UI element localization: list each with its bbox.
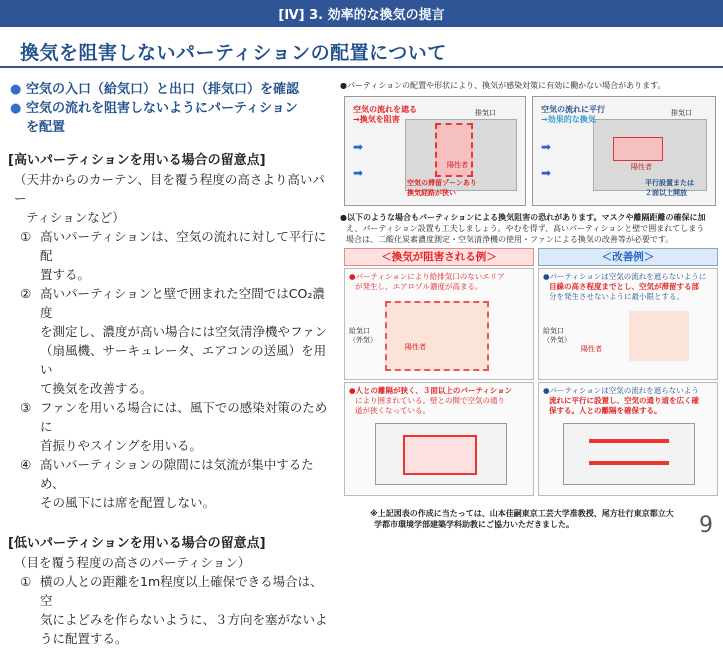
- diagram-blocking: [344, 96, 526, 206]
- note-obstruction-cont: 場合は、二酸化炭素濃度測定・空気清浄機の使用・ファンによる換気の改善等が必要です。: [346, 235, 674, 244]
- good-example-2: [538, 382, 718, 496]
- bad-example-header: ＜換気が阻害される例＞: [344, 248, 534, 266]
- section-title: [Ⅳ] 3. 効率的な換気の提言: [278, 8, 445, 23]
- title-divider: [0, 66, 723, 68]
- bad-example-2-text: により囲まれている。壁との間で空気の通り: [355, 396, 505, 405]
- low-partition-heading: [低いパーティションを用いる場合の留意点]: [8, 536, 266, 551]
- high-item-4-cont: その風下には席を配置しない。: [40, 495, 216, 510]
- good-example-2-text: ●パーティションは空気の流れを遮らないよう: [543, 386, 699, 395]
- good-example-header: ＜改善例＞: [538, 248, 718, 266]
- arrow-right-icon: ➡: [541, 140, 552, 154]
- aerosol-zone-illustration: [629, 311, 689, 361]
- supply-label: 給気口: [349, 327, 370, 335]
- partition-illustration: [613, 137, 663, 161]
- bullet-dot-icon: ●: [10, 101, 22, 116]
- bullet-inlet-outlet: ● 空気の入口（給気口）と出口（排気口）を確認: [10, 82, 300, 97]
- high-item-1: ① 高いパーティションは、空気の流れに対して平行に配: [20, 229, 327, 263]
- bad-example-2-text: ●人との離隔が狭く、３面以上のパーティション: [349, 386, 513, 395]
- exhaust-label: 排気口: [671, 109, 692, 117]
- high-partition-sub: （天井からのカーテン、目を覆う程度の高さより高いパー: [14, 172, 325, 206]
- note-partition-effect: ●パーティションの配置や形状により、換気が感染対策に有効に働かない場合があります。: [340, 81, 666, 90]
- page-title: 換気を阻害しないパーティションの配置について: [20, 42, 447, 64]
- partition-zone-illustration: [385, 301, 489, 371]
- infected-label: 陽性者: [447, 161, 468, 169]
- arrow-right-icon: ➡: [353, 140, 364, 154]
- bullet-partition-cont: を配置: [26, 120, 66, 135]
- good-example-1-text: ●パーティションは空気の流れを遮らないように: [543, 272, 707, 281]
- stagnant-label-cont: 換気経路が狭い: [407, 189, 456, 197]
- high-partition-heading: [高いパーティションを用いる場合の留意点]: [8, 153, 266, 168]
- credit-note: ※上記図表の作成に当たっては、山本佳嗣東京工芸大学准教授、尾方壮行東京都立大: [370, 509, 674, 518]
- diagram-parallel-sub: →効果的な換気: [541, 115, 596, 124]
- good-example-1-text: 目線の高さ程度までとし、空気が滞留する部: [549, 282, 699, 291]
- low-item-1-cont: うに配置する。: [40, 631, 128, 646]
- high-item-1-cont: 置する。: [40, 267, 91, 282]
- outside-label: （外気）: [349, 336, 377, 344]
- bullet-dot-icon: ●: [10, 82, 22, 97]
- diagram-blocking-title: 空気の流れを遮る: [353, 105, 417, 114]
- exhaust-label: 排気口: [475, 109, 496, 117]
- note-obstruction-cont: え、パーティション設置も工夫しましょう。やむを得ず、高いパーティションと壁で囲まれてしまう: [346, 224, 705, 233]
- left-column: [8, 80, 333, 648]
- good-example-2-text: 保する。人との離隔を確保する。: [549, 406, 662, 415]
- open-label: 平行設置または: [645, 179, 694, 187]
- high-item-2-cont: を測定し、濃度が高い場合には空気清浄機やファン: [40, 324, 328, 339]
- diagram-parallel: [532, 96, 716, 206]
- outside-label: （外気）: [543, 336, 571, 344]
- high-item-3-cont: 首振りやスイングを用いる。: [40, 438, 203, 453]
- credit-note-cont: 学都市環境学部建築学科助教にご協力いただきました。: [374, 520, 574, 529]
- infected-label: 陽性者: [581, 345, 602, 353]
- floor-plan-illustration: [563, 423, 695, 485]
- arrow-right-icon: ➡: [353, 166, 364, 180]
- diagram-blocking-sub: →換気を阻害: [353, 115, 400, 124]
- low-item-1-cont: 気によどみを作らないように、３方向を塞がないよ: [40, 612, 328, 627]
- stagnant-label: 空気の滞留ゾーンあり: [407, 179, 477, 187]
- high-item-2-cont: て換気を改善する。: [40, 381, 153, 396]
- arrow-right-icon: ➡: [541, 166, 552, 180]
- bad-example-2: [344, 382, 534, 496]
- diagram-parallel-title: 空気の流れに平行: [541, 105, 605, 114]
- bullet-partition: ● 空気の流れを阻害しないようにパーティション: [10, 101, 298, 116]
- page-number: 9: [699, 513, 713, 538]
- bad-example-1: [344, 268, 534, 380]
- high-item-2: ② 高いパーティションと壁で囲まれた空間ではCO₂濃度: [20, 286, 325, 320]
- high-item-2-cont: （扇風機、サーキュレータ、エアコンの送風）を用い: [40, 343, 327, 377]
- good-example-2-text: 流れに平行に設置し、空気の通り道を広く確: [549, 396, 699, 405]
- good-example-1: [538, 268, 718, 380]
- good-example-1-text: 分を発生させないように最小限とする。: [549, 292, 684, 301]
- section-header-bar: [0, 0, 723, 27]
- infected-label: 陽性者: [405, 343, 426, 351]
- low-item-1: ① 横の人との距離を1m程度以上確保できる場合は、空: [20, 574, 323, 608]
- supply-label: 給気口: [543, 327, 564, 335]
- bad-example-1-text: が発生し、エアロゾル濃度が高まる。: [355, 282, 483, 291]
- high-item-3: ③ ファンを用いる場合には、風下での感染対策のために: [20, 400, 328, 434]
- low-partition-sub: （目を覆う程度の高さのパーティション）: [14, 555, 251, 570]
- note-obstruction: ●以下のような場合もパーティションによる換気阻害の恐れがあります。マスクや離隔距離の確保に加: [340, 213, 706, 222]
- partition-illustration: [589, 461, 669, 465]
- high-partition-sub-cont: ティションなど）: [26, 210, 125, 225]
- bad-example-1-text: ●パーティションにより給排気口のないエリア: [349, 272, 505, 281]
- partition-illustration: [403, 435, 477, 475]
- open-label-cont: ２面以上開放: [645, 189, 687, 197]
- infected-label: 陽性者: [631, 163, 652, 171]
- partition-illustration: [589, 439, 669, 443]
- bad-example-2-text: 道が狭くなっている。: [355, 406, 430, 415]
- high-item-4: ④ 高いパーティションの隙間には気流が集中するため、: [20, 457, 314, 491]
